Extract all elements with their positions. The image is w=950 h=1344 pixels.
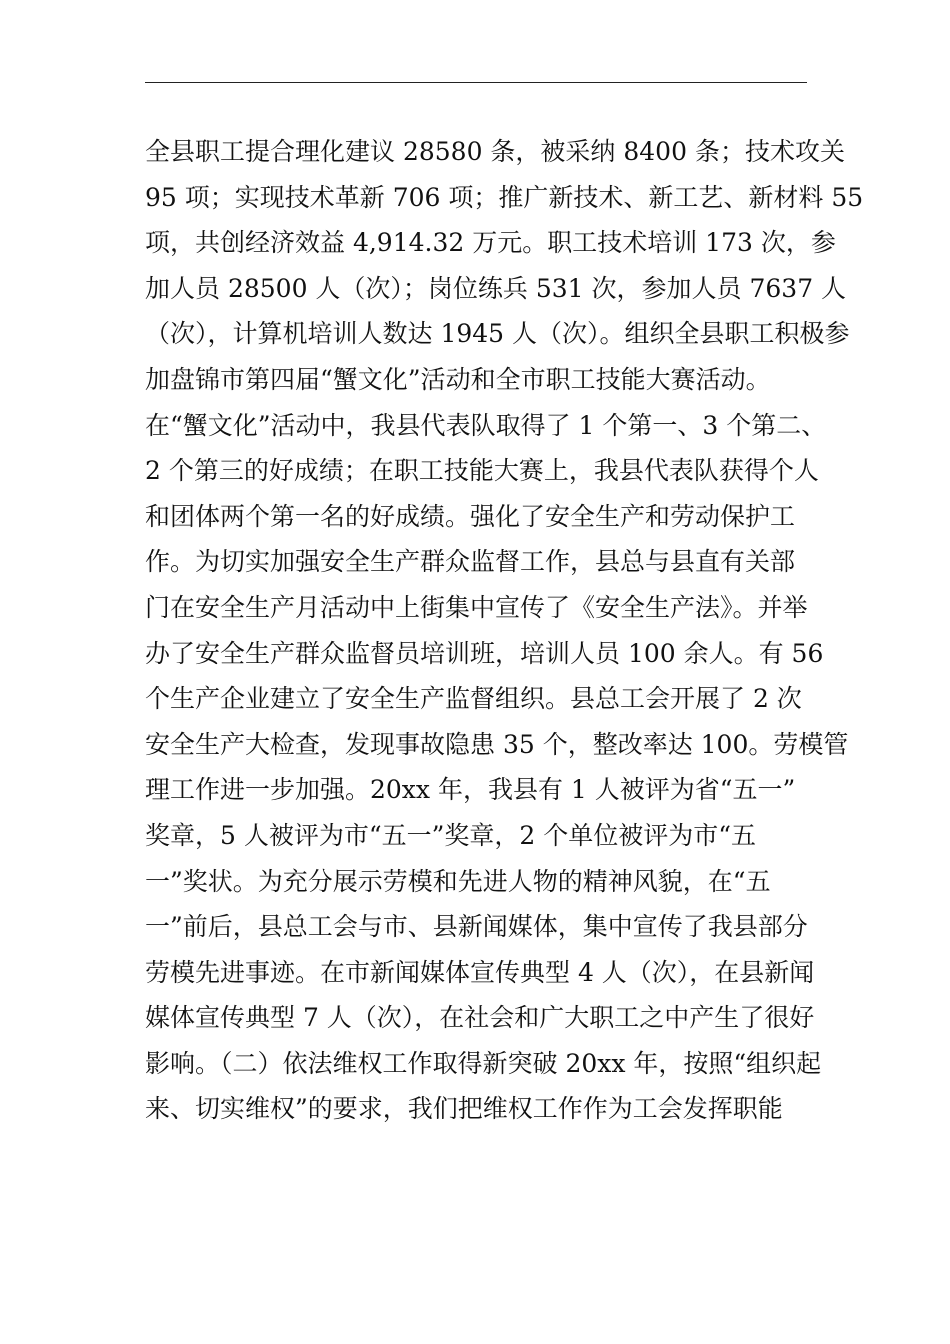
header-rule <box>145 82 807 83</box>
text-line: 媒体宣传典型 7 人（次），在社会和广大职工之中产生了很好 <box>145 1003 815 1033</box>
text-line: 影响。（二）依法维权工作取得新突破 20xx 年，按照“组织起 <box>145 1048 822 1078</box>
text-line: 一”奖状。为充分展示劳模和先进人物的精神风貌，在“五 <box>145 866 771 896</box>
text-line: 加人员 28500 人（次）；岗位练兵 531 次，参加人员 7637 人 <box>145 273 847 303</box>
text-line: 办了安全生产群众监督员培训班，培训人员 100 余人。有 56 <box>145 638 824 668</box>
text-line: 和团体两个第一名的好成绩。强化了安全生产和劳动保护工 <box>145 501 796 531</box>
body-text <box>145 129 864 1132</box>
text-line: 2 个第三的好成绩；在职工技能大赛上，我县代表队获得个人 <box>145 456 819 486</box>
text-line: 一”前后，县总工会与市、县新闻媒体，集中宣传了我县部分 <box>145 912 808 942</box>
text-line: 95 项；实现技术革新 706 项；推广新技术、新工艺、新材料 55 <box>145 182 864 212</box>
text-line: 安全生产大检查，发现事故隐患 35 个，整改率达 100。劳模管 <box>145 729 849 759</box>
text-line: 来、切实维权”的要求，我们把维权工作作为工会发挥职能 <box>145 1094 783 1124</box>
text-line: （次），计算机培训人数达 1945 人（次）。组织全县职工积极参 <box>145 319 850 349</box>
text-line: 门在安全生产月活动中上街集中宣传了《安全生产法》。并举 <box>145 592 808 622</box>
text-line: 加盘锦市第四届“蟹文化”活动和全市职工技能大赛活动。 <box>145 364 771 394</box>
text-line: 个生产企业建立了安全生产监督组织。县总工会开展了 2 次 <box>145 684 802 714</box>
text-line: 劳模先进事迹。在市新闻媒体宣传典型 4 人（次），在县新闻 <box>145 957 815 987</box>
text-line: 理工作进一步加强。20xx 年，我县有 1 人被评为省“五一” <box>145 775 796 805</box>
text-line: 全县职工提合理化建议 28580 条，被采纳 8400 条；技术攻关 <box>145 137 845 166</box>
text-line: 作。为切实加强安全生产群众监督工作，县总与县直有关部 <box>145 547 796 577</box>
text-line: 项，共创经济效益 4,914.32 万元。职工技术培训 173 次，参 <box>145 228 836 258</box>
text-line: 奖章，5 人被评为市“五一”奖章，2 个单位被评为市“五 <box>145 820 757 850</box>
text-line: 在“蟹文化”活动中，我县代表队取得了 1 个第一、3 个第二、 <box>145 410 827 440</box>
